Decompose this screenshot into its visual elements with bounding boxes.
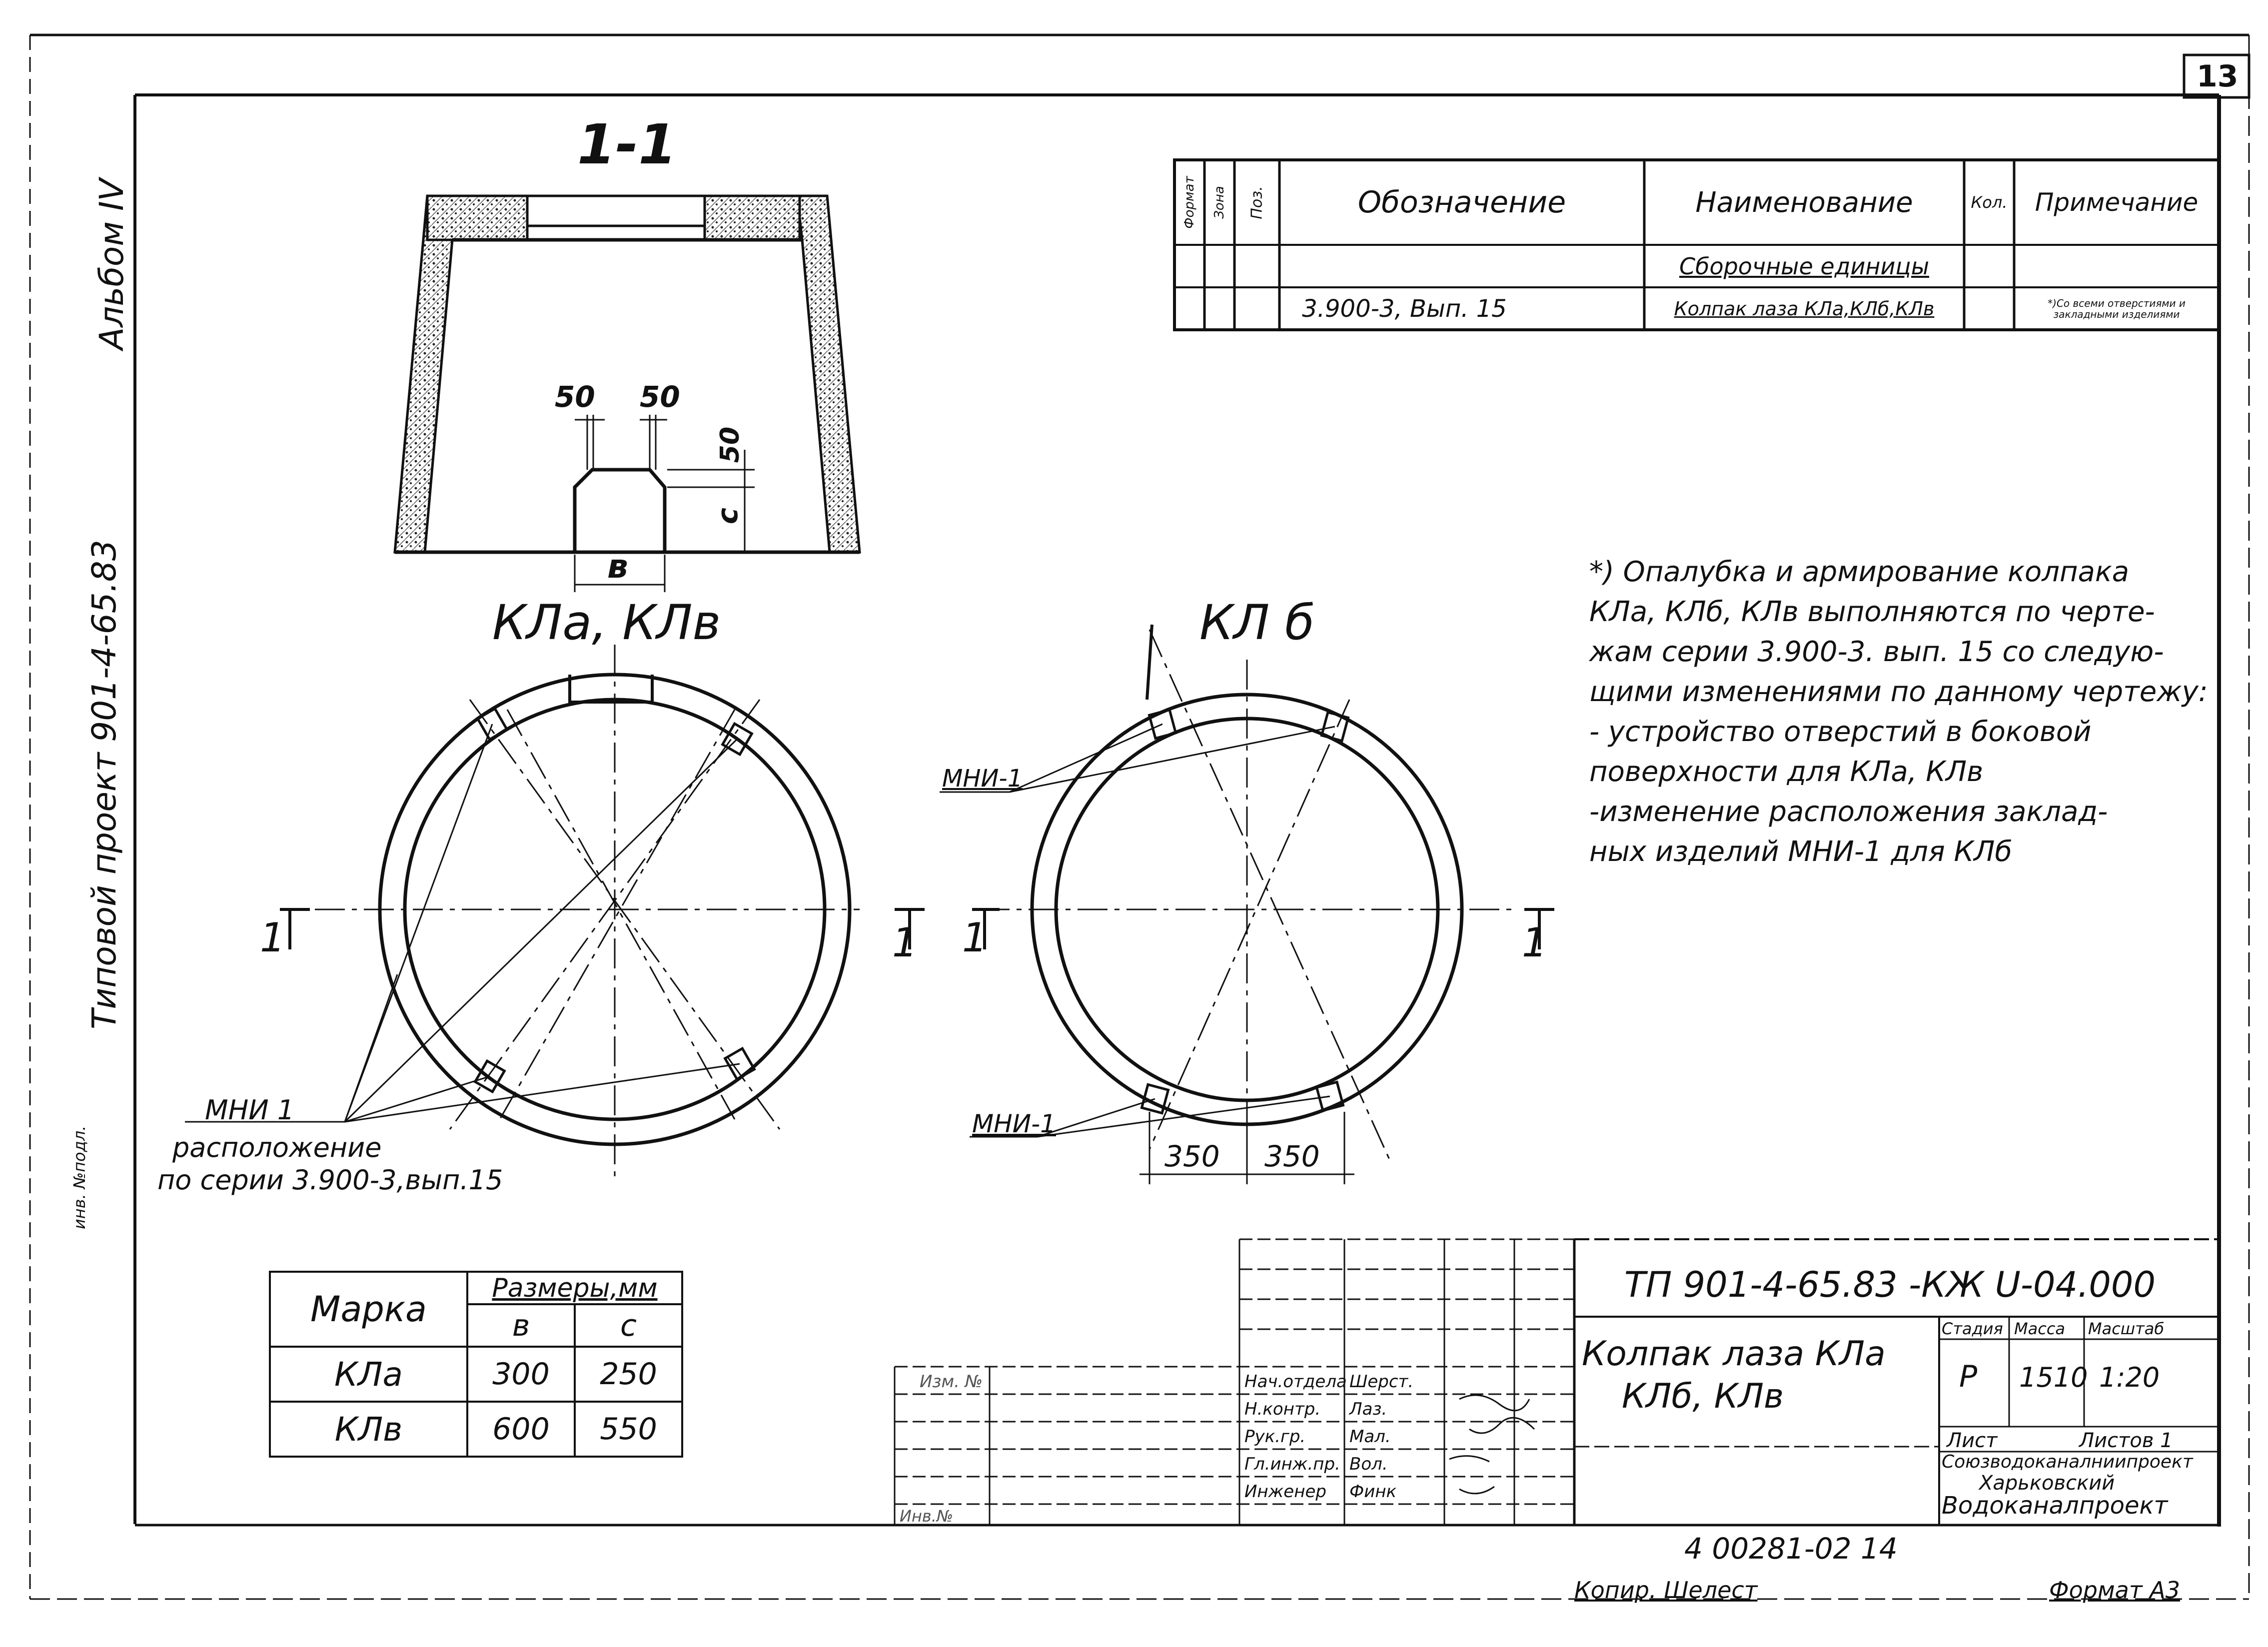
note-line: - устройство отверстий в боковой (1589, 716, 2092, 748)
sheet-number: 13 (2197, 59, 2239, 94)
role-label: Рук.гр. (1244, 1427, 1306, 1447)
cut-mark-left-1: 1 (260, 914, 285, 961)
mass-value: 1510 (2019, 1362, 2088, 1393)
mni-right-top-label: МНИ-1 (942, 765, 1023, 793)
signer-name: Шерст. (1349, 1372, 1414, 1392)
spec-header-zone: Зона (1212, 186, 1227, 219)
plan-right-title: КЛ б (1199, 595, 1315, 651)
signer-name: Мал. (1349, 1427, 1391, 1447)
size-header-mark: Марка (310, 1289, 427, 1330)
size-row-b: 600 (492, 1412, 550, 1447)
archive-code: 4 00281-02 14 (1684, 1532, 1898, 1566)
note-line: КЛа, КЛб, КЛв выполняются по черте- (1589, 596, 2155, 628)
dim-50-left: 50 (555, 380, 595, 414)
sheet-label: Лист (1947, 1429, 1998, 1452)
size-header-sizes: Размеры,мм (492, 1273, 658, 1303)
plan-klb-drawing (940, 625, 1554, 1184)
stamp-note: Изм. № (920, 1372, 983, 1392)
cut-mark-left-2: 1 (892, 919, 918, 966)
size-header-c: с (620, 1308, 637, 1343)
signer-name: Финк (1349, 1482, 1397, 1502)
album-label: Альбом IV (92, 178, 131, 350)
spec-header-pos: Поз. (1248, 185, 1266, 219)
size-row-mark: КЛв (334, 1410, 403, 1449)
signer-name: Лаз. (1349, 1399, 1387, 1419)
spec-header-designation: Обозначение (1357, 185, 1566, 220)
mass-label: Масса (2014, 1319, 2066, 1338)
note-line: жам серии 3.900-3. вып. 15 со следую- (1589, 636, 2164, 668)
title-line-2: КЛб, КЛв (1622, 1377, 1784, 1416)
cut-mark-right-1: 1 (962, 914, 988, 961)
role-label: Инженер (1244, 1482, 1326, 1502)
dim-label-b: в (607, 547, 628, 586)
copied-by: Копир. Шелест (1574, 1577, 1758, 1604)
size-row-c: 250 (600, 1357, 657, 1392)
placement-note-1: расположение (172, 1132, 382, 1163)
dim-50-vertical: 50 (715, 426, 746, 463)
spec-row-name: Колпак лаза КЛа,КЛб,КЛв (1674, 297, 1935, 320)
size-row-b: 300 (492, 1357, 550, 1392)
section-1-1-drawing (395, 196, 860, 592)
mni-left-label: МНИ 1 (205, 1094, 295, 1126)
note-block (1589, 552, 2219, 872)
plan-left-title: КЛа, КЛв (492, 595, 721, 651)
title-line-1: Колпак лаза КЛа (1582, 1334, 1886, 1374)
scale-label: Масштаб (2088, 1319, 2165, 1338)
spec-header-qty: Кол. (1971, 193, 2008, 212)
dim-350-right: 350 (1264, 1139, 1320, 1173)
role-label: Нач.отдела (1244, 1372, 1347, 1392)
spec-header-note: Примечание (2035, 188, 2199, 217)
spec-header-name: Наименование (1695, 186, 1913, 219)
spec-row-designation: 3.900-3, Вып. 15 (1302, 294, 1507, 323)
sheets-label: Листов 1 (2079, 1429, 2173, 1452)
size-row-c: 550 (600, 1412, 657, 1447)
document-code: ТП 901-4-65.83 -КЖ U-04.000 (1624, 1264, 2156, 1305)
note-line: щими изменениями по данному чертежу: (1589, 676, 2208, 708)
dim-50-middle: 50 (640, 380, 680, 414)
dim-350-left: 350 (1164, 1139, 1220, 1173)
role-label: Н.контр. (1244, 1399, 1321, 1419)
note-line: -изменение расположения заклад- (1589, 796, 2108, 828)
plan-kla-klv-drawing (185, 645, 925, 1179)
cut-mark-right-2: 1 (1522, 919, 1547, 966)
org-line-3: Водоканалпроект (1942, 1492, 2168, 1520)
placement-note-2: по серии 3.900-3,вып.15 (157, 1164, 503, 1196)
stage-value: Р (1959, 1359, 1978, 1394)
role-label: Гл.инж.пр. (1244, 1454, 1340, 1474)
stamp-side-label: инв. №подл. (70, 1125, 89, 1229)
section-title: 1-1 (577, 112, 677, 176)
note-line: поверхности для КЛа, КЛв (1589, 756, 1984, 788)
format-label: Формат А3 (2049, 1577, 2180, 1604)
note-line: *) Опалубка и армирование колпака (1589, 556, 2130, 588)
spec-row-note: *)Со всеми отверстиями и закладными изделиями (2048, 297, 2186, 320)
org-line-2: Харьковский (1979, 1472, 2115, 1495)
size-row-mark: КЛа (334, 1355, 403, 1394)
project-side-label: Типовой проект 901-4-65.83 (85, 540, 123, 1029)
scale-value: 1:20 (2099, 1362, 2160, 1393)
size-header-b: в (512, 1308, 530, 1343)
signer-name: Вол. (1349, 1454, 1388, 1474)
note-line: ных изделий МНИ-1 для КЛб (1589, 835, 2012, 868)
mni-right-bottom-label: МНИ-1 (972, 1109, 1056, 1138)
spec-section-row: Сборочные единицы (1679, 252, 1930, 280)
spec-header-format: Формат (1182, 176, 1197, 229)
org-line-1: Союзводоканалниипроект (1942, 1452, 2193, 1472)
dim-label-c: с (712, 507, 745, 525)
stage-label: Стадия (1942, 1319, 2003, 1338)
inv-note: Инв.№ (900, 1507, 954, 1526)
